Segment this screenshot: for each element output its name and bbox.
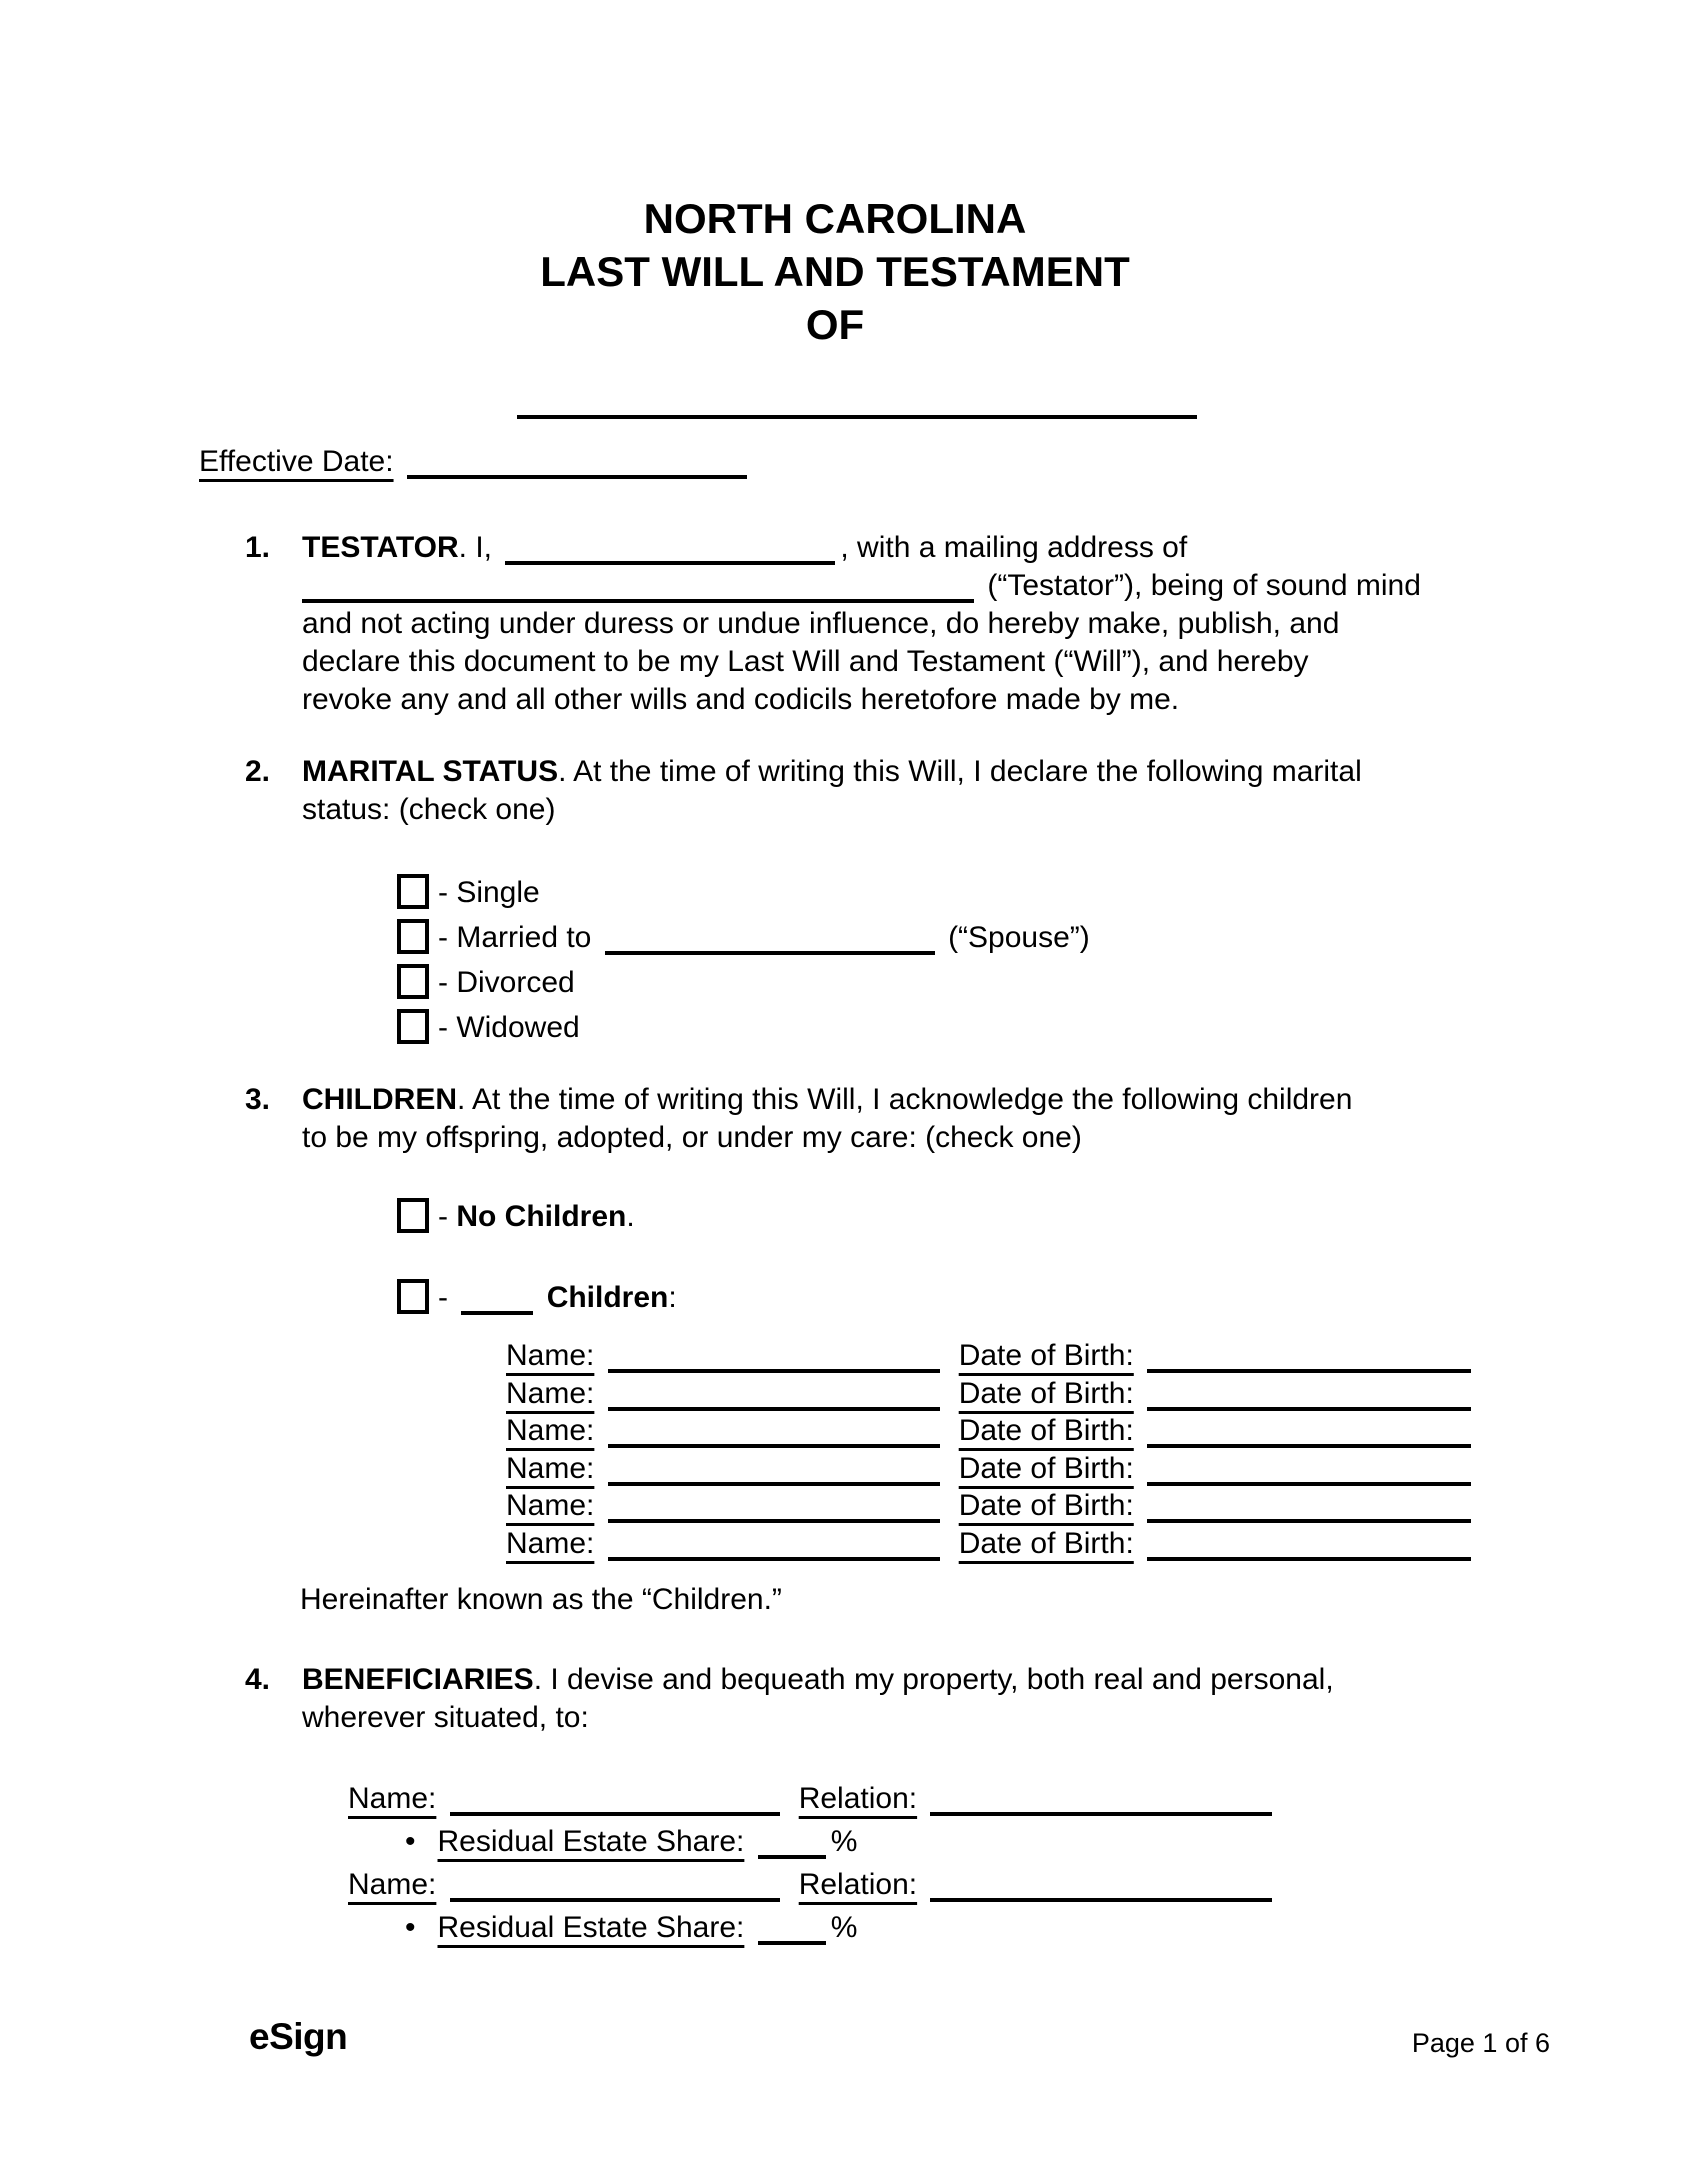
child-name-label: Name:	[506, 1414, 595, 1447]
divorced-label: - Divorced	[438, 966, 575, 999]
beneficiary-2-share-row	[348, 1906, 1277, 1949]
child-row-1	[506, 1337, 1476, 1375]
child-dob-label: Date of Birth:	[958, 1376, 1134, 1410]
beneficiary-2-share-blank[interactable]	[758, 1917, 826, 1945]
children-line-1	[302, 1081, 1352, 1119]
count-children-row	[397, 1279, 677, 1317]
child-name-label: Name:	[506, 1376, 595, 1410]
beneficiaries-line-1	[302, 1661, 1334, 1699]
section-heading-beneficiaries: BENEFICIARIES	[302, 1663, 534, 1696]
child-2-dob-blank[interactable]	[1147, 1383, 1471, 1411]
testator-title-name-blank[interactable]	[517, 381, 1197, 419]
child-name-label: Name:	[506, 1489, 595, 1522]
beneficiaries-line-1-text: . I devise and bequeath my property, both real and personal,	[533, 1663, 1334, 1696]
beneficiary-1-name-row	[348, 1777, 1277, 1820]
beneficiary-2-name-blank[interactable]	[450, 1874, 780, 1902]
title-line-of: OF	[805, 301, 865, 348]
child-6-name-blank[interactable]	[608, 1533, 940, 1561]
child-row-2	[506, 1375, 1476, 1413]
child-dob-label: Date of Birth:	[958, 1489, 1134, 1522]
section-testator	[245, 529, 1421, 719]
no-children-dash: -	[438, 1200, 448, 1233]
children-line-1-text: . At the time of writing this Will, I acknowledge the following children	[457, 1083, 1353, 1116]
testator-line-3: and not acting under duress or undue influence, do hereby make, publish, and	[302, 607, 1340, 640]
widowed-label: - Widowed	[438, 1011, 580, 1044]
document-title	[0, 192, 1670, 351]
section-number-2: 2.	[245, 755, 271, 788]
marital-option-widowed-row	[397, 1009, 580, 1047]
marital-line-2: status: (check one)	[302, 793, 556, 826]
child-dob-label: Date of Birth:	[958, 1414, 1134, 1447]
effective-date-blank[interactable]	[407, 451, 747, 479]
child-row-5	[506, 1487, 1476, 1525]
beneficiary-relation-label: Relation:	[798, 1782, 918, 1815]
marital-option-married-row	[397, 919, 1090, 957]
title-line-document-type: LAST WILL AND TESTAMENT	[540, 248, 1130, 295]
esign-logo: eSign	[249, 2016, 348, 2057]
beneficiary-1-share-row	[348, 1820, 1277, 1863]
bullet-dot-icon: •	[405, 1911, 416, 1944]
beneficiary-name-label: Name:	[348, 1868, 437, 1901]
section-beneficiaries-body	[302, 1661, 1334, 1737]
child-4-dob-blank[interactable]	[1147, 1458, 1471, 1486]
title-line-state: NORTH CAROLINA	[643, 195, 1027, 242]
child-name-label: Name:	[506, 1451, 595, 1485]
effective-date-row	[199, 443, 752, 481]
beneficiary-1-name-blank[interactable]	[450, 1788, 780, 1816]
section-number-1: 1.	[245, 531, 271, 564]
beneficiary-1-share-blank[interactable]	[758, 1831, 826, 1859]
testator-line-2	[302, 567, 1421, 605]
child-2-name-blank[interactable]	[608, 1383, 940, 1411]
children-line-2: to be my offspring, adopted, or under my care: (check one)	[302, 1121, 1082, 1154]
child-row-4	[506, 1450, 1476, 1488]
testator-line-4: declare this document to be my Last Will and Testament (“Will”), and hereby	[302, 645, 1309, 678]
married-checkbox[interactable]	[397, 919, 429, 954]
residual-share-label: Residual Estate Share:	[437, 1911, 745, 1944]
children-table	[506, 1337, 1476, 1562]
no-children-period: .	[626, 1200, 635, 1233]
testator-line-5: revoke any and all other wills and codicils heretofore made by me.	[302, 683, 1180, 716]
section-number-4: 4.	[245, 1663, 271, 1696]
section-number-3: 3.	[245, 1083, 271, 1116]
residual-share-label: Residual Estate Share:	[437, 1825, 745, 1858]
testator-line-2-post: (“Testator”), being of sound mind	[987, 569, 1421, 602]
child-4-name-blank[interactable]	[608, 1458, 940, 1486]
child-6-dob-blank[interactable]	[1147, 1533, 1471, 1561]
single-label: - Single	[438, 876, 540, 909]
section-heading-marital-status: MARITAL STATUS	[302, 755, 559, 788]
hereinafter-note: Hereinafter known as the “Children.”	[300, 1583, 782, 1616]
beneficiary-relation-label: Relation:	[798, 1868, 918, 1901]
no-children-label: No Children	[456, 1200, 627, 1233]
child-name-label: Name:	[506, 1339, 595, 1372]
child-dob-label: Date of Birth:	[958, 1526, 1134, 1560]
child-5-name-blank[interactable]	[608, 1495, 940, 1523]
effective-date-label: Effective Date:	[199, 445, 394, 478]
section-marital-status	[245, 753, 1362, 829]
spouse-suffix-label: (“Spouse”)	[948, 921, 1090, 954]
marital-line-1-text: . At the time of writing this Will, I declare the following marital	[558, 755, 1362, 788]
testator-line-1	[302, 529, 1421, 567]
married-label: - Married to	[438, 921, 592, 954]
child-3-dob-blank[interactable]	[1147, 1420, 1471, 1448]
page-indicator: Page 1 of 6	[1411, 2028, 1550, 2058]
count-children-colon: :	[668, 1281, 677, 1314]
section-marital-body	[302, 753, 1362, 829]
count-children-dash: -	[438, 1281, 448, 1314]
beneficiary-2-name-row	[348, 1863, 1277, 1906]
child-row-6	[506, 1525, 1476, 1563]
beneficiaries-list	[348, 1777, 1277, 1949]
children-count-blank[interactable]	[461, 1287, 533, 1315]
testator-name-blank[interactable]	[505, 537, 835, 565]
testator-line-1-post: , with a mailing address of	[840, 531, 1188, 564]
section-beneficiaries	[245, 1661, 1334, 1737]
child-5-dob-blank[interactable]	[1147, 1495, 1471, 1523]
single-checkbox[interactable]	[397, 874, 429, 909]
divorced-checkbox[interactable]	[397, 964, 429, 999]
child-1-name-blank[interactable]	[608, 1345, 940, 1373]
beneficiary-2-relation-blank[interactable]	[930, 1874, 1272, 1902]
no-children-checkbox[interactable]	[397, 1198, 429, 1233]
beneficiary-1-relation-blank[interactable]	[930, 1788, 1272, 1816]
section-children	[245, 1081, 1352, 1157]
count-children-label: Children	[546, 1281, 669, 1314]
child-dob-label: Date of Birth:	[958, 1451, 1134, 1485]
section-testator-body	[302, 529, 1421, 719]
testator-line-1-pre: . I,	[458, 531, 493, 564]
marital-line-1	[302, 753, 1362, 791]
child-3-name-blank[interactable]	[608, 1420, 940, 1448]
section-heading-children: CHILDREN	[302, 1083, 457, 1116]
child-1-dob-blank[interactable]	[1147, 1345, 1471, 1373]
widowed-checkbox[interactable]	[397, 1009, 429, 1044]
marital-option-divorced-row	[397, 964, 575, 1002]
child-dob-label: Date of Birth:	[958, 1339, 1134, 1372]
section-heading-testator: TESTATOR	[302, 531, 459, 564]
percent-sign: %	[830, 1911, 858, 1944]
bullet-dot-icon: •	[405, 1825, 416, 1858]
child-name-label: Name:	[506, 1526, 595, 1560]
beneficiary-name-label: Name:	[348, 1782, 437, 1815]
testator-address-blank[interactable]	[302, 575, 974, 603]
child-row-3	[506, 1412, 1476, 1450]
beneficiaries-line-2: wherever situated, to:	[302, 1701, 589, 1734]
marital-option-single-row	[397, 874, 540, 912]
spouse-name-blank[interactable]	[605, 927, 935, 955]
percent-sign: %	[830, 1825, 858, 1858]
section-children-body	[302, 1081, 1352, 1157]
no-children-row	[397, 1198, 635, 1236]
has-children-checkbox[interactable]	[397, 1279, 429, 1314]
